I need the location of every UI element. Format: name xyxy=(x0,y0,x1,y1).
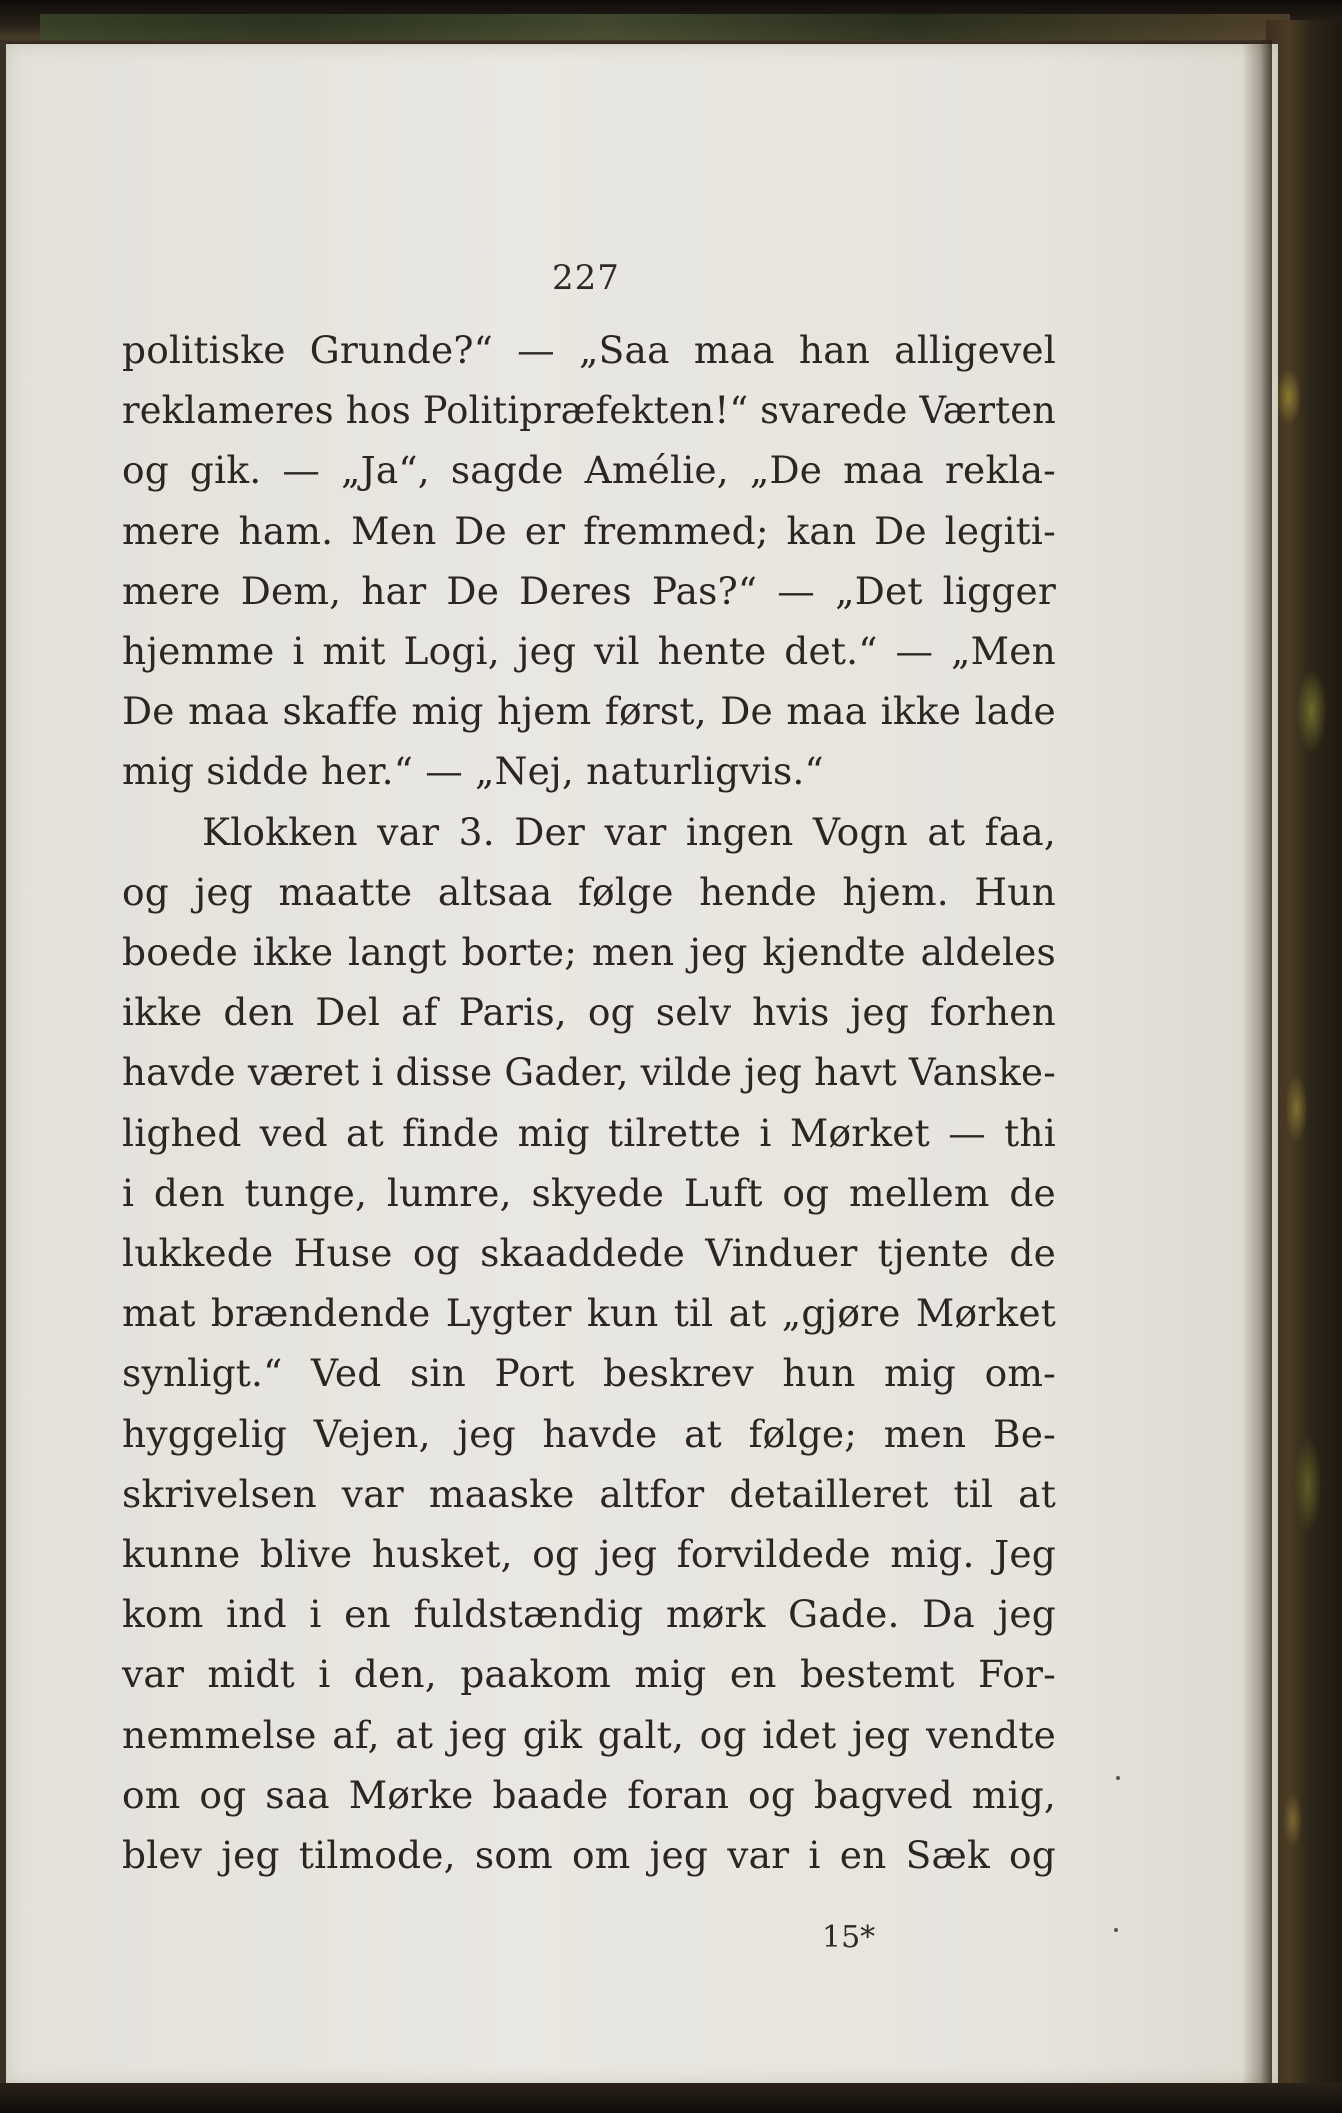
signature-mark: 15* xyxy=(822,1920,876,1955)
text-line: mere ham. Men De er fremmed; kan De legiti- xyxy=(122,508,1056,553)
text-line: om og saa Mørke baade foran og bagved mig, xyxy=(122,1772,1057,1817)
text-line: synligt.“ Ved sin Port beskrev hun mig om- xyxy=(122,1351,1057,1396)
speck xyxy=(1116,1776,1120,1780)
text-line: Klokken var 3. Der var ingen Vogn at faa, xyxy=(202,809,1056,854)
speck xyxy=(1114,1928,1118,1932)
page-number: 227 xyxy=(552,258,620,298)
text-line: lukkede Huse og skaaddede Vinduer tjente de xyxy=(122,1231,1057,1275)
text-line: hjemme i mit Logi, jeg vil hente det.“ — „Men xyxy=(122,629,1057,673)
text-line: var midt i den, paakom mig en bestemt For- xyxy=(122,1652,1056,1697)
text-line: lighed ved at finde mig tilrette i Mørket — thi xyxy=(122,1110,1056,1155)
book-top-edge xyxy=(0,0,1342,48)
text-line: skrivelsen var maaske altfor detailleret til at xyxy=(122,1471,1056,1516)
page-sheet xyxy=(6,44,1278,2084)
text-line: havde været i disse Gader, vilde jeg havt Vanske- xyxy=(122,1050,1056,1095)
text-line: og jeg maatte altsaa følge hende hjem. Hun xyxy=(122,869,1056,914)
text-line: boede ikke langt borte; men jeg kjendte aldeles xyxy=(122,930,1056,974)
text-line: mere Dem, har De Deres Pas?“ — „Det ligger xyxy=(122,568,1056,613)
text-line: kunne blive husket, og jeg forvildede mig. Jeg xyxy=(122,1532,1056,1576)
text-line: politiske Grunde?“ — „Saa maa han alligevel xyxy=(122,328,1056,372)
text-line: De maa skaffe mig hjem først, De maa ikke lade xyxy=(122,689,1056,734)
text-line: mig sidde her.“ — „Nej, naturligvis.“ xyxy=(122,749,824,794)
text-line: mat brændende Lygter kun til at „gjøre Mørket xyxy=(122,1291,1056,1336)
text-line: blev jeg tilmode, som om jeg var i en Sæk og xyxy=(122,1833,1057,1877)
text-line: reklameres hos Politipræfekten!“ svarede Værten xyxy=(122,388,1057,433)
book-bottom-edge xyxy=(0,2083,1342,2113)
text-line: ikke den Del af Paris, og selv hvis jeg forhen xyxy=(122,990,1056,1035)
text-line: nemmelse af, at jeg gik galt, og idet jeg vendte xyxy=(122,1712,1056,1757)
text-line: kom ind i en fuldstændig mørk Gade. Da jeg xyxy=(122,1592,1056,1637)
text-line: hyggelig Vejen, jeg havde at følge; men Be- xyxy=(122,1411,1056,1456)
text-line: i den tunge, lumre, skyede Luft og mellem de xyxy=(122,1170,1056,1215)
text-line: og gik. — „Ja“, sagde Amélie, „De maa rekla- xyxy=(122,448,1056,493)
page-gutter-shadow xyxy=(1242,40,1272,2100)
